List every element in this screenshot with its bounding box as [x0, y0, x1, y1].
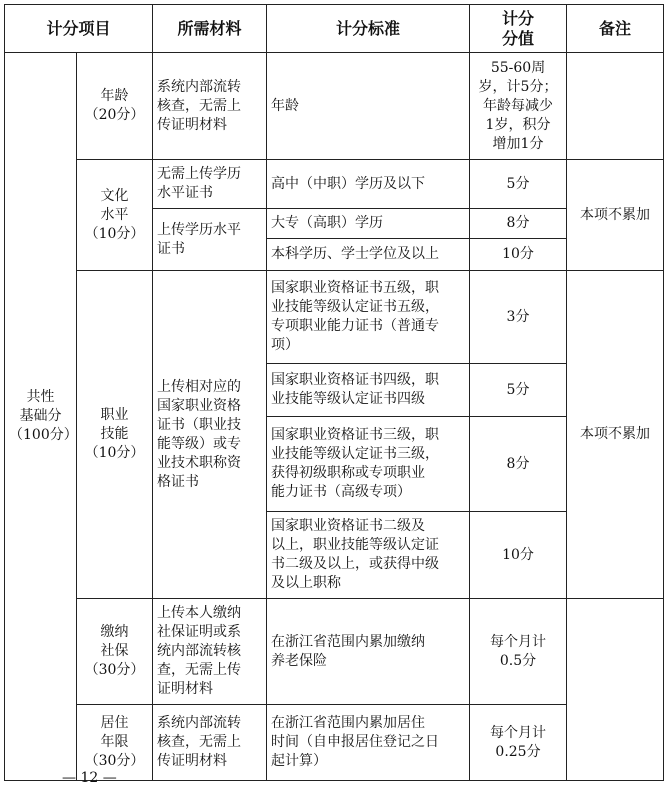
social-item: 缴纳 社保 （30分）: [77, 599, 153, 705]
residence-score: 每个月计 0.25分: [470, 705, 567, 781]
skill-item: 职业 技能 （10分）: [77, 271, 153, 599]
residence-item: 居住 年限 （30分）: [77, 705, 153, 781]
education-material-1: 无需上传学历 水平证书: [153, 160, 267, 209]
category-cell: 共性 基础分 （100分）: [5, 53, 77, 781]
social-standard: 在浙江省范围内累加缴纳 养老保险: [267, 599, 470, 705]
education-material-2: 上传学历水平 证书: [153, 209, 267, 271]
table-row: [5, 599, 664, 705]
age-remark: [567, 53, 664, 160]
age-item: 年龄 （20分）: [77, 53, 153, 160]
skill-standard-2: 国家职业资格证书四级，职 业技能等级认定证书四级: [267, 364, 470, 417]
skill-material: 上传相对应的 国家职业资格 证书（职业技 能等级）或专 业技术职称资 格证书: [153, 271, 267, 599]
skill-remark: 本项不累加: [567, 271, 664, 599]
header-remark: 备注: [567, 5, 664, 53]
page-number: — 12 —: [62, 770, 117, 786]
social-score: 每个月计 0.5分: [470, 599, 567, 705]
skill-score-3: 8分: [470, 417, 567, 512]
social-material: 上传本人缴纳 社保证明或系 统内部流转核 查，无需上传 证明材料: [153, 599, 267, 705]
header-score: 计分 分值: [470, 5, 567, 53]
header-material: 所需材料: [153, 5, 267, 53]
education-remark: 本项不累加: [567, 160, 664, 271]
skill-standard-4: 国家职业资格证书二级及 以上，职业技能等级认定证 书二级及以上，或获得中级 及以上职称: [267, 512, 470, 599]
age-score: 55-60周 岁，计5分； 年龄每减少 1岁，积分 增加1分: [470, 53, 567, 160]
skill-standard-1: 国家职业资格证书五级，职 业技能等级认定证书五级， 专项职业能力证书（普通专 项）: [267, 271, 470, 364]
header-row: [5, 5, 664, 53]
education-standard-3: 本科学历、学士学位及以上: [267, 239, 470, 271]
education-standard-2: 大专（高职）学历: [267, 209, 470, 239]
scoring-table: [4, 4, 664, 781]
education-standard-1: 高中（中职）学历及以下: [267, 160, 470, 209]
skill-score-4: 10分: [470, 512, 567, 599]
table-row: [5, 53, 664, 160]
table-row: [5, 271, 664, 364]
skill-score-2: 5分: [470, 364, 567, 417]
age-standard: 年龄: [267, 53, 470, 160]
skill-standard-3: 国家职业资格证书三级，职 业技能等级认定证书三级， 获得初级职称或专项职业 能力证书（高级专项）: [267, 417, 470, 512]
skill-score-1: 3分: [470, 271, 567, 364]
education-score-1: 5分: [470, 160, 567, 209]
header-item: 计分项目: [5, 5, 153, 53]
header-standard: 计分标准: [267, 5, 470, 53]
education-score-2: 8分: [470, 209, 567, 239]
education-item: 文化 水平 （10分）: [77, 160, 153, 271]
age-material: 系统内部流转 核查，无需上 传证明材料: [153, 53, 267, 160]
residence-standard: 在浙江省范围内累加居住 时间（自申报居住登记之日 起计算）: [267, 705, 470, 781]
social-remark: [567, 599, 664, 781]
education-score-3: 10分: [470, 239, 567, 271]
table-row: [5, 160, 664, 209]
residence-material: 系统内部流转 核查，无需上 传证明材料: [153, 705, 267, 781]
